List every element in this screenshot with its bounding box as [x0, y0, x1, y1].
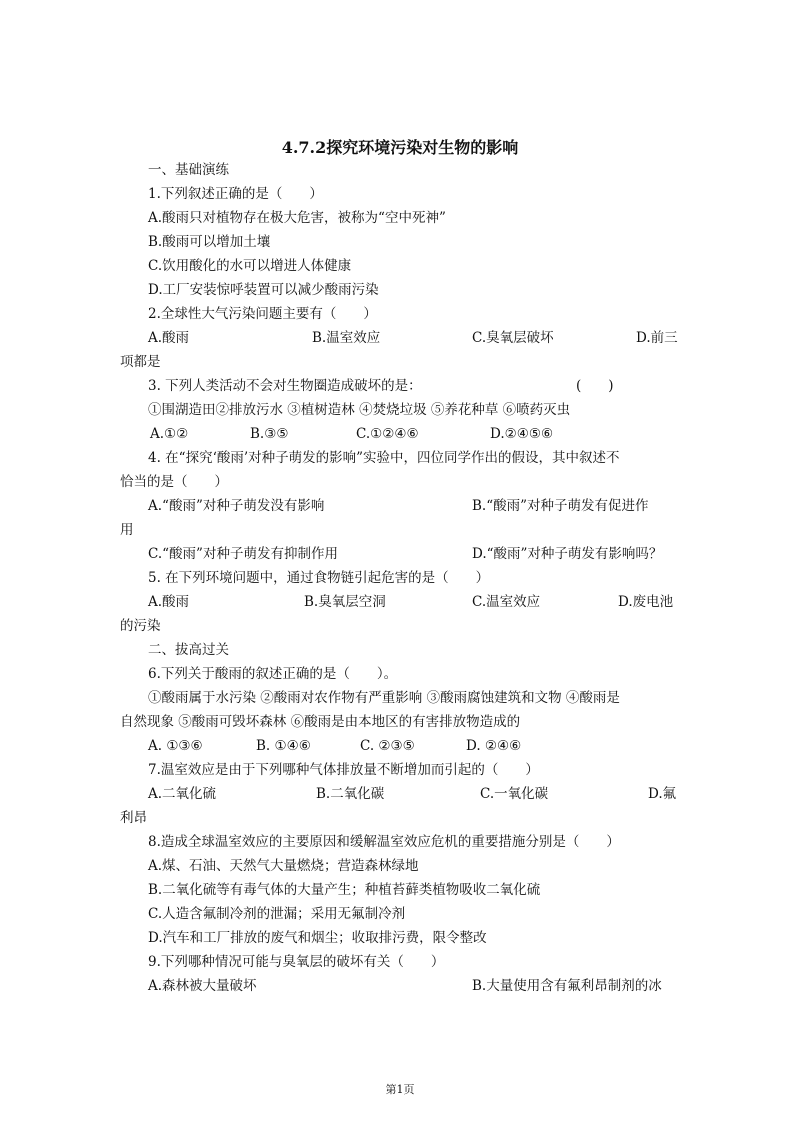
section-heading-basic: 一、基础演练: [148, 162, 229, 178]
question-2-option-d: D.前三: [636, 330, 678, 346]
question-6-option-c: C. ②③⑤: [360, 738, 415, 754]
question-3-option-d: D.②④⑤⑥: [490, 426, 554, 442]
question-3-option-c: C.①②④⑥: [356, 426, 419, 442]
question-5-option-b: B.臭氧层空洞: [304, 594, 386, 610]
page-title: 4.7.2探究环境污染对生物的影响: [281, 138, 519, 157]
question-4-option-c: C.“酸雨”对种子萌发有抑制作用: [148, 546, 338, 562]
question-2-option-d-cont: 项都是: [120, 354, 161, 370]
question-9-option-a: A.森林被大量破坏: [148, 978, 257, 994]
page-number: 第1页: [385, 1083, 415, 1096]
question-1-option-a: A.酸雨只对植物存在极大危害，被称为“空中死神”: [148, 210, 446, 226]
question-8-stem: 8.造成全球温室效应的主要原因和缓解温室效应危机的重要措施分别是（ ）: [148, 834, 620, 850]
question-9-stem: 9.下列哪种情况可能与臭氧层的破坏有关（ ）: [148, 954, 445, 970]
question-4-option-b-cont: 用: [120, 522, 134, 538]
question-5-option-c: C.温室效应: [472, 594, 541, 610]
question-7-option-d: D.氟: [648, 786, 677, 802]
question-1-option-d: D.工厂安装惊呼装置可以减少酸雨污染: [148, 282, 379, 298]
question-2-stem: 2.全球性大气污染问题主要有（ ）: [148, 306, 377, 322]
question-5-option-d-cont: 的污染: [120, 618, 161, 634]
question-2-option-b: B.温室效应: [312, 330, 381, 346]
question-3-items: ①围湖造田②排放污水 ③植树造林 ④焚烧垃圾 ⑤养花种草 ⑥喷药灭虫: [148, 402, 571, 418]
question-8-option-b: B.二氧化硫等有毒气体的大量产生；种植苔藓类植物吸收二氧化硫: [148, 882, 541, 898]
question-4-option-b: B.“酸雨”对种子萌发有促进作: [472, 498, 649, 514]
question-3-option-b: B.③⑤: [250, 426, 289, 442]
question-5-option-d: D.废电池: [618, 594, 674, 610]
question-7-option-d-cont: 利昂: [120, 810, 147, 826]
question-5-stem: 5. 在下列环境问题中，通过食物链引起危害的是（ ）: [148, 570, 490, 586]
question-4-option-a: A.“酸雨”对种子萌发没有影响: [148, 498, 325, 514]
question-7-option-a: A.二氧化硫: [148, 786, 217, 802]
question-9-option-b: B.大量使用含有氟利昂制剂的冰: [472, 978, 662, 994]
section-heading-advanced: 二、拔高过关: [148, 642, 229, 658]
question-5-option-a: A.酸雨: [148, 594, 190, 610]
question-7-option-b: B.二氧化碳: [316, 786, 385, 802]
question-2-option-c: C.臭氧层破坏: [472, 330, 554, 346]
question-4-stem: 4. 在“探究‘酸雨’对种子萌发的影响”实验中，四位同学作出的假设，其中叙述不: [148, 450, 620, 466]
question-3-option-a: A.①②: [150, 426, 189, 442]
question-4-stem-cont: 恰当的是（ ）: [120, 474, 228, 490]
question-8-option-a: A.煤、石油、天然气大量燃烧；营造森林绿地: [148, 858, 419, 874]
question-7-stem: 7.温室效应是由于下列哪种气体排放量不断增加而引起的（ ）: [148, 762, 539, 778]
question-6-stem: 6.下列关于酸雨的叙述正确的是（ ）。: [148, 666, 398, 682]
question-1-option-c: C.饮用酸化的水可以增进人体健康: [148, 258, 352, 274]
question-7-option-c: C.一氧化碳: [480, 786, 549, 802]
question-6-option-b: B. ①④⑥: [256, 738, 311, 754]
question-4-option-d: D.“酸雨”对种子萌发有影响吗？: [472, 546, 663, 562]
question-3-paren: ( ): [576, 378, 614, 394]
question-1-stem: 1.下列叙述正确的是（ ）: [148, 186, 323, 202]
question-6-option-a: A. ①③⑥: [148, 738, 203, 754]
question-6-items: ①酸雨属于水污染 ②酸雨对农作物有严重影响 ③酸雨腐蚀建筑和文物 ④酸雨是: [148, 690, 620, 706]
question-1-option-b: B.酸雨可以增加土壤: [148, 234, 271, 250]
question-8-option-c: C.人造含氟制冷剂的泄漏；采用无氟制冷剂: [148, 906, 406, 922]
question-2-option-a: A.酸雨: [148, 330, 190, 346]
question-6-items-cont: 自然现象 ⑤酸雨可毁坏森林 ⑥酸雨是由本地区的有害排放物造成的: [120, 714, 521, 730]
question-8-option-d: D.汽车和工厂排放的废气和烟尘；收取排污费，限令整改: [148, 930, 487, 946]
question-3-stem: 3. 下列人类活动不会对生物圈造成破坏的是：: [148, 378, 422, 394]
question-6-option-d: D. ②④⑥: [466, 738, 522, 754]
